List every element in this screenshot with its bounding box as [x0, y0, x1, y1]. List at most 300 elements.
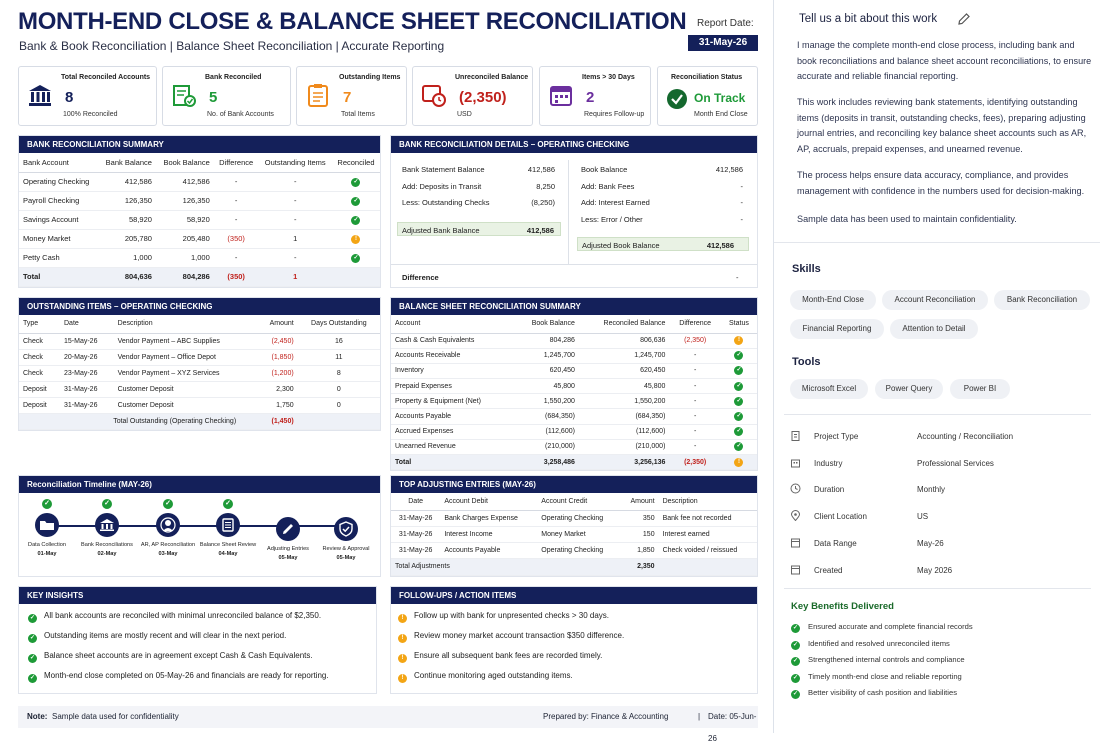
- timeline-step-date: 02-May: [97, 551, 117, 557]
- detail-value: 412,586: [526, 226, 554, 235]
- tool-chip[interactable]: Microsoft Excel: [790, 379, 868, 399]
- table-cell: 150: [620, 526, 658, 542]
- footer-note-label: Note:: [27, 712, 48, 721]
- table-cell: (2,450): [256, 333, 298, 349]
- table-cell: 350: [620, 510, 658, 526]
- page-subtitle: Bank & Book Reconciliation | Balance Sheet Reconciliation | Accurate Reporting: [19, 39, 445, 53]
- table-row: [19, 349, 380, 365]
- col-header: Type: [19, 315, 60, 333]
- table-cell: 1: [259, 229, 332, 248]
- table-cell: 205,480: [156, 229, 214, 248]
- benefit-item: [791, 622, 973, 633]
- edit-pencil-icon[interactable]: [957, 12, 971, 26]
- user-badge-icon: [156, 513, 180, 537]
- col-header: Book Balance: [513, 315, 579, 333]
- warning-icon: !: [351, 235, 360, 244]
- panel-title: TOP ADJUSTING ENTRIES (MAY-26): [391, 476, 757, 493]
- panel-title: BANK RECONCILIATION SUMMARY: [19, 136, 380, 153]
- project-detail-value: US: [917, 512, 929, 522]
- table-cell: Vendor Payment – ABC Supplies: [114, 333, 257, 349]
- col-header: Reconciled: [332, 153, 380, 172]
- table-cell: 1,850: [620, 542, 658, 558]
- table-cell: (684,350): [579, 409, 669, 424]
- skill-chip[interactable]: Financial Reporting: [790, 319, 884, 339]
- clipboard-icon: [790, 430, 801, 441]
- table-cell: Customer Deposit: [114, 381, 257, 397]
- col-header: Status: [721, 315, 757, 333]
- table-cell: 58,920: [156, 210, 214, 229]
- skills-heading: Skills: [792, 263, 821, 275]
- kpi-sub: No. of Bank Accounts: [207, 111, 274, 118]
- adjusting-entries-panel: [390, 475, 758, 577]
- col-header: Amount: [256, 315, 298, 333]
- total-cell: 1: [259, 267, 332, 286]
- table-row: [19, 191, 380, 210]
- table-cell: 11: [298, 349, 380, 365]
- table-cell: [721, 394, 757, 409]
- adjusted-bank-balance-row: [397, 222, 561, 236]
- benefit-item: [791, 655, 965, 666]
- table-cell: [721, 409, 757, 424]
- detail-value: 8,250: [536, 181, 555, 191]
- bank-icon: [27, 82, 53, 108]
- table-cell: Savings Account: [19, 210, 98, 229]
- table-cell: -: [669, 409, 721, 424]
- table-cell: [721, 424, 757, 439]
- total-value: (1,450): [256, 413, 298, 429]
- detail-label: Add: Bank Fees: [581, 181, 635, 191]
- insight-text: Balance sheet accounts are in agreement except Cash & Cash Equivalents.: [44, 651, 313, 660]
- kpi-card-outstanding-items: [296, 66, 407, 126]
- check-icon: ✓: [353, 179, 359, 185]
- adjusted-book-balance-row: [577, 237, 749, 251]
- table-row: [391, 409, 757, 424]
- difference-value: -: [736, 273, 739, 282]
- col-header: Difference: [669, 315, 721, 333]
- detail-value: 412,586: [527, 165, 555, 174]
- report-date-label: Report Date:: [697, 18, 754, 29]
- timeline-step: [77, 499, 137, 557]
- check-icon: ✓: [29, 655, 36, 661]
- total-cell: (350): [214, 267, 259, 286]
- table-cell: 126,350: [98, 191, 156, 210]
- table-cell: 1,550,200: [513, 394, 579, 409]
- kpi-label: Total Reconciled Accounts: [61, 74, 151, 81]
- kpi-card-items-over-30-days: [539, 66, 651, 126]
- warning-icon: !: [734, 458, 743, 467]
- timeline-step-date: 04-May: [218, 551, 238, 557]
- skill-chip[interactable]: Account Reconciliation: [882, 290, 988, 310]
- kpi-label: Unreconciled Balance: [455, 74, 529, 81]
- timeline-step-name: Adjusting Entries: [267, 546, 309, 552]
- insight-item: [28, 631, 286, 643]
- kpi-card-reconciliation-status: [657, 66, 758, 126]
- table-cell: -: [259, 191, 332, 210]
- project-detail-row: [790, 537, 1090, 551]
- table-cell: -: [214, 248, 259, 267]
- warning-icon: !: [398, 654, 407, 663]
- table-cell: Inventory: [391, 363, 513, 378]
- warning-icon: !: [734, 336, 743, 345]
- col-header: Bank Account: [19, 153, 98, 172]
- table-cell: (210,000): [579, 439, 669, 454]
- kpi-sub: Total Items: [341, 111, 375, 118]
- table-cell: Money Market: [19, 229, 98, 248]
- kpi-label: Bank Reconciled: [205, 74, 262, 81]
- check-icon: ✓: [736, 367, 742, 374]
- table-row: [391, 333, 757, 348]
- table-row: [391, 424, 757, 439]
- table-cell: (210,000): [513, 439, 579, 454]
- table-cell: -: [669, 363, 721, 378]
- total-label: Total Outstanding (Operating Checking): [19, 413, 256, 429]
- table-cell: Cash & Cash Equivalents: [391, 333, 513, 348]
- clock-alert-icon: [421, 82, 447, 108]
- check-icon: ✓: [736, 397, 742, 404]
- total-cell: 804,286: [156, 267, 214, 286]
- table-cell: [332, 172, 380, 191]
- col-header: Difference: [214, 153, 259, 172]
- table-cell: 1,000: [156, 248, 214, 267]
- follow-up-text: Continue monitoring aged outstanding items.: [414, 671, 573, 680]
- project-detail-row: [790, 457, 1090, 471]
- table-cell: 16: [298, 333, 380, 349]
- table-cell: 0: [298, 397, 380, 413]
- table-cell: (684,350): [513, 409, 579, 424]
- total-cell: [298, 413, 380, 429]
- timeline-step: [198, 499, 258, 557]
- check-icon: ✓: [792, 658, 799, 665]
- insight-text: All bank accounts are reconciled with minimal unreconciled balance of $2,350.: [44, 611, 322, 620]
- table-cell: 1,245,700: [579, 348, 669, 363]
- table-cell: -: [669, 348, 721, 363]
- table-cell: Bank fee not recorded: [659, 510, 757, 526]
- table-cell: Bank Charges Expense: [440, 510, 537, 526]
- table-row: [19, 397, 380, 413]
- timeline-step: [316, 513, 376, 561]
- timeline-step-name: Bank Reconciliations: [81, 542, 133, 548]
- table-row: [19, 333, 380, 349]
- insight-item: [28, 611, 321, 623]
- bank-reconciliation-details-panel: [390, 135, 758, 288]
- table-cell: -: [259, 248, 332, 267]
- insight-text: Outstanding items are mostly recent and will clear in the next period.: [44, 631, 287, 640]
- table-cell: 205,780: [98, 229, 156, 248]
- table-row: [19, 210, 380, 229]
- detail-value: (8,250): [531, 198, 555, 207]
- project-detail-value: Professional Services: [917, 458, 994, 468]
- timeline-step: [258, 513, 318, 561]
- project-detail-value: May 2026: [917, 565, 953, 575]
- detail-label: Adjusted Book Balance: [582, 241, 660, 250]
- benefit-text: Identified and resolved unreconciled items: [808, 638, 950, 648]
- col-header: Date: [60, 315, 114, 333]
- pencil-icon: [276, 517, 300, 541]
- table-row: [391, 526, 757, 542]
- table-cell: Interest earned: [659, 526, 757, 542]
- kpi-card-bank-reconciled: [162, 66, 291, 126]
- check-icon: ✓: [736, 382, 742, 389]
- table-cell: Check: [19, 365, 60, 381]
- table-row: [391, 348, 757, 363]
- check-icon: ✓: [223, 499, 233, 509]
- table-row: [391, 439, 757, 454]
- total-label: Total Adjustments: [391, 558, 537, 575]
- table-cell: 2,300: [256, 381, 298, 397]
- detail-value: -: [740, 198, 743, 207]
- table-cell: 20-May-26: [60, 349, 114, 365]
- table-cell: 15-May-26: [60, 333, 114, 349]
- table-cell: 31-May-26: [391, 510, 440, 526]
- check-icon: ✓: [353, 198, 359, 204]
- check-icon: ✓: [736, 428, 742, 435]
- follow-up-item: [398, 671, 573, 683]
- table-cell: Check: [19, 349, 60, 365]
- table-cell: 31-May-26: [391, 542, 440, 558]
- project-detail-value: May-26: [917, 538, 944, 548]
- about-paragraph: This work includes reviewing bank statements, identifying outstanding items (deposits in transit, outstanding checks, fees), preparing adjusting journal entries, and reconciling key balance sheet accounts such as AR, AP, accruals, prepaid expenses, and unearned revenue.: [797, 97, 1087, 154]
- project-detail-value: Monthly: [917, 485, 946, 495]
- list-icon: [216, 513, 240, 537]
- benefit-text: Ensured accurate and complete financial records: [808, 622, 973, 631]
- check-icon: ✓: [736, 443, 742, 450]
- table-cell: [332, 229, 380, 248]
- col-header: Account: [391, 315, 513, 333]
- col-header: Bank Balance: [98, 153, 156, 172]
- table-cell: 31-May-26: [60, 381, 114, 397]
- about-heading: Tell us a bit about this work: [799, 13, 938, 25]
- table-cell: Operating Checking: [19, 172, 98, 191]
- table-cell: (1,200): [256, 365, 298, 381]
- benefit-item: [791, 639, 950, 650]
- detail-value: 412,586: [715, 165, 743, 174]
- table-row: [19, 229, 380, 248]
- total-cell: 804,636: [98, 267, 156, 286]
- kpi-sub: 100% Reconciled: [63, 111, 118, 118]
- table-cell: (112,600): [579, 424, 669, 439]
- col-header: Date: [391, 493, 440, 510]
- table-cell: 804,286: [513, 333, 579, 348]
- tool-chip[interactable]: Power Query: [875, 379, 943, 399]
- table-cell: [332, 248, 380, 267]
- timeline-step-date: 03-May: [158, 551, 178, 557]
- calendar-icon: [548, 82, 574, 108]
- table-cell: Check: [19, 333, 60, 349]
- shield-check-icon: [334, 517, 358, 541]
- detail-label: Add: Deposits in Transit: [402, 181, 482, 191]
- table-cell: 31-May-26: [60, 397, 114, 413]
- divider: [568, 160, 569, 264]
- table-cell: [721, 348, 757, 363]
- bank-icon: [95, 513, 119, 537]
- project-detail-row: [790, 564, 1090, 578]
- kpi-value: 7: [343, 89, 352, 106]
- follow-up-item: [398, 651, 602, 663]
- detail-label: Less: Outstanding Checks: [402, 198, 490, 207]
- table-cell: 8: [298, 365, 380, 381]
- table-cell: -: [669, 379, 721, 394]
- about-paragraph: Sample data has been used to maintain confidentiality.: [797, 214, 1017, 224]
- table-cell: Interest Income: [440, 526, 537, 542]
- skill-chip[interactable]: Bank Reconciliation: [994, 290, 1090, 310]
- skill-chip[interactable]: Attention to Detail: [890, 319, 978, 339]
- project-details-sidebar: [773, 0, 1100, 733]
- building-icon: [790, 457, 801, 468]
- warning-icon: !: [398, 614, 407, 623]
- table-cell: [721, 363, 757, 378]
- project-detail-key: Client Location: [814, 512, 867, 522]
- project-detail-key: Project Type: [814, 432, 859, 441]
- check-icon: ✓: [102, 499, 112, 509]
- divider: [774, 242, 1100, 243]
- project-detail-row: [790, 483, 1090, 497]
- calendar-icon: [790, 537, 801, 548]
- panel-title: FOLLOW-UPS / ACTION ITEMS: [391, 587, 757, 604]
- timeline-step-name: Review & Approval: [322, 546, 370, 552]
- panel-title: BANK RECONCILIATION DETAILS – OPERATING CHECKING: [391, 136, 757, 153]
- timeline-step: [138, 499, 198, 557]
- col-header: Book Balance: [156, 153, 214, 172]
- project-detail-row: [790, 430, 1090, 444]
- table-row: [391, 394, 757, 409]
- tool-chip[interactable]: Power BI: [950, 379, 1010, 399]
- table-cell: Operating Checking: [537, 510, 620, 526]
- table-row: [19, 172, 380, 191]
- table-cell: [721, 379, 757, 394]
- check-icon: ✓: [29, 675, 36, 681]
- total-cell: Total: [19, 267, 98, 286]
- table-cell: [332, 210, 380, 229]
- project-detail-key: Created: [814, 565, 843, 575]
- detail-label: Bank Statement Balance: [402, 165, 485, 174]
- table-cell: 31-May-26: [391, 526, 440, 542]
- total-cell: [537, 558, 620, 575]
- table-cell: 45,800: [579, 379, 669, 394]
- kpi-sub: USD: [457, 111, 472, 118]
- project-detail-row: [790, 510, 1090, 524]
- project-detail-value: Accounting / Reconciliation: [917, 432, 1014, 441]
- table-cell: Accounts Payable: [391, 409, 513, 424]
- detail-label: Add: Interest Earned: [581, 198, 650, 207]
- benefit-text: Strengthened internal controls and compliance: [808, 655, 965, 665]
- follow-up-item: [398, 631, 624, 643]
- kpi-sub: Requires Follow-up: [584, 111, 645, 118]
- status-cell: [721, 455, 757, 470]
- table-cell: [721, 333, 757, 348]
- follow-up-text: Review money market account transaction $350 difference.: [414, 631, 625, 640]
- panel-title: OUTSTANDING ITEMS – OPERATING CHECKING: [19, 298, 380, 315]
- panel-title: Reconciliation Timeline (MAY-26): [19, 476, 380, 493]
- timeline-step-date: 01-May: [37, 551, 57, 557]
- check-circle-icon: [667, 89, 687, 109]
- adjusting-table: [391, 493, 757, 576]
- footer-prepared-by: Prepared by: Finance & Accounting: [543, 712, 669, 721]
- panel-title: KEY INSIGHTS: [19, 587, 376, 604]
- kpi-value: 5: [209, 89, 218, 106]
- outstanding-table: [19, 315, 380, 430]
- warning-icon: !: [398, 634, 407, 643]
- table-cell: Money Market: [537, 526, 620, 542]
- ledger-check-icon: [171, 82, 197, 108]
- col-header: Account Debit: [440, 493, 537, 510]
- table-row: [19, 365, 380, 381]
- table-cell: -: [259, 172, 332, 191]
- difference-label: Difference: [402, 273, 439, 282]
- col-header: Amount: [620, 493, 658, 510]
- timeline-step-name: AR, AP Reconciliation: [140, 542, 196, 548]
- detail-value: -: [740, 214, 743, 224]
- table-cell: 1,245,700: [513, 348, 579, 363]
- footer-date: Date: 05-Jun-26: [708, 712, 757, 743]
- timeline-step-name: Balance Sheet Review: [199, 542, 257, 548]
- table-row: [391, 510, 757, 526]
- table-cell: Prepaid Expenses: [391, 379, 513, 394]
- detail-label: Less: Error / Other: [581, 214, 643, 224]
- table-row: [19, 381, 380, 397]
- table-cell: -: [214, 210, 259, 229]
- balance-sheet-summary-panel: [390, 297, 758, 471]
- check-icon: ✓: [736, 413, 742, 420]
- timeline-step: [17, 499, 77, 557]
- footer: [18, 706, 758, 743]
- table-cell: -: [214, 172, 259, 191]
- kpi-card-total-reconciled: [18, 66, 157, 126]
- panel-title: BALANCE SHEET RECONCILIATION SUMMARY: [391, 298, 757, 315]
- divider: [784, 588, 1091, 589]
- table-cell: 58,920: [98, 210, 156, 229]
- outstanding-items-panel: [18, 297, 381, 431]
- detail-value: 412,586: [706, 241, 734, 250]
- table-cell: Accounts Payable: [440, 542, 537, 558]
- about-paragraph: I manage the complete month-end close process, including bank and book reconciliations and balance sheet account reconciliations, to ensure accurate and reliable financial reporting.: [797, 40, 1092, 81]
- detail-label: Adjusted Bank Balance: [402, 226, 480, 235]
- clock-icon: [790, 483, 801, 494]
- footer-separator: |: [698, 712, 701, 721]
- table-row: [391, 542, 757, 558]
- table-cell: (350): [214, 229, 259, 248]
- table-cell: 1,000: [98, 248, 156, 267]
- table-cell: 412,586: [156, 172, 214, 191]
- col-header: Description: [659, 493, 757, 510]
- table-cell: -: [214, 191, 259, 210]
- about-paragraph: The process helps ensure data accuracy, compliance, and provides management with confidence in the numbers used for decision-making.: [797, 170, 1085, 196]
- table-cell: 1,750: [256, 397, 298, 413]
- detail-value: -: [740, 181, 743, 191]
- kpi-label: Items > 30 Days: [582, 74, 635, 81]
- bank-reconciliation-summary-panel: [18, 135, 381, 288]
- table-cell: Deposit: [19, 397, 60, 413]
- col-header: Reconciled Balance: [579, 315, 669, 333]
- check-icon: ✓: [353, 255, 359, 261]
- kpi-card-unreconciled-balance: [412, 66, 533, 126]
- kpi-sub: Month End Close: [694, 111, 748, 118]
- table-cell: Operating Checking: [537, 542, 620, 558]
- page-title: MONTH-END CLOSE & BALANCE SHEET RECONCILIATION: [18, 8, 687, 35]
- total-cell: [659, 558, 757, 575]
- total-cell: (2,350): [669, 455, 721, 470]
- benefit-text: Better visibility of cash position and liabilities: [808, 688, 957, 698]
- folder-icon: [35, 513, 59, 537]
- table-cell: Petty Cash: [19, 248, 98, 267]
- table-cell: Vendor Payment – XYZ Services: [114, 365, 257, 381]
- col-header: Days Outstanding: [298, 315, 380, 333]
- skill-chip[interactable]: Month-End Close: [790, 290, 876, 310]
- divider: [784, 414, 1091, 415]
- table-cell: -: [259, 210, 332, 229]
- col-header: Account Credit: [537, 493, 620, 510]
- total-cell: 3,258,486: [513, 455, 579, 470]
- table-row: [391, 379, 757, 394]
